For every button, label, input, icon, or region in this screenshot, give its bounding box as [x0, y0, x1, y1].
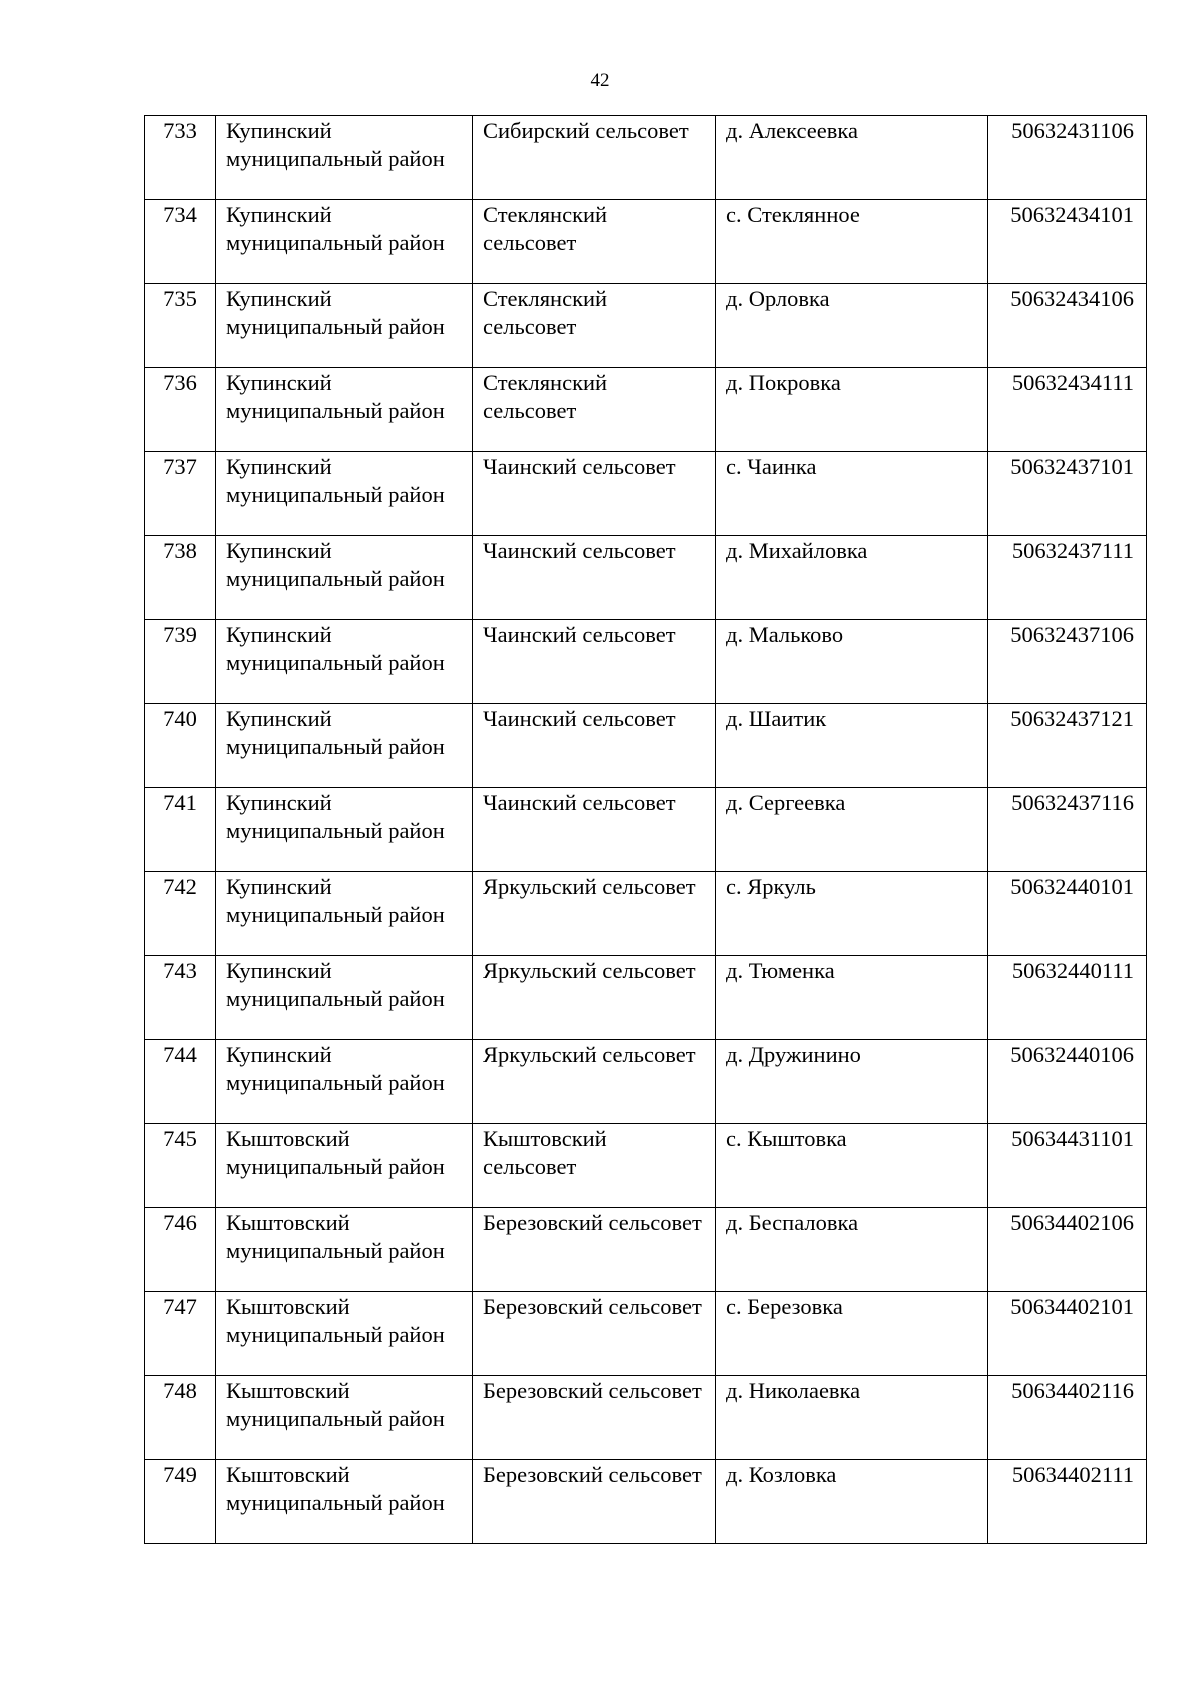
- settlement-cell: д. Дружинино: [716, 1040, 988, 1124]
- council-cell: Чаинский сельсовет: [473, 536, 716, 620]
- district-cell: Кыштовский муниципальный район: [216, 1376, 473, 1460]
- settlement-cell: д. Шаитик: [716, 704, 988, 788]
- settlement-cell: с. Яркуль: [716, 872, 988, 956]
- settlement-cell: с. Стеклянное: [716, 200, 988, 284]
- district-cell: Купинский муниципальный район: [216, 200, 473, 284]
- row-number: 742: [145, 872, 216, 956]
- code-cell: 50632437116: [988, 788, 1147, 872]
- council-cell: Чаинский сельсовет: [473, 620, 716, 704]
- table-row: [145, 1040, 1147, 1124]
- table-row: [145, 368, 1147, 452]
- row-number: 737: [145, 452, 216, 536]
- table-row: [145, 1208, 1147, 1292]
- code-cell: 50632440106: [988, 1040, 1147, 1124]
- settlement-cell: д. Беспаловка: [716, 1208, 988, 1292]
- table-row: [145, 116, 1147, 200]
- settlement-cell: д. Алексеевка: [716, 116, 988, 200]
- council-cell: Яркульский сельсовет: [473, 1040, 716, 1124]
- row-number: 739: [145, 620, 216, 704]
- district-cell: Купинский муниципальный район: [216, 284, 473, 368]
- code-cell: 50632431106: [988, 116, 1147, 200]
- settlement-cell: д. Тюменка: [716, 956, 988, 1040]
- council-cell: Чаинский сельсовет: [473, 452, 716, 536]
- table-row: [145, 788, 1147, 872]
- settlement-cell: д. Сергеевка: [716, 788, 988, 872]
- table-row: [145, 1376, 1147, 1460]
- table-row: [145, 1292, 1147, 1376]
- row-number: 734: [145, 200, 216, 284]
- code-cell: 50634402106: [988, 1208, 1147, 1292]
- council-cell: Яркульский сельсовет: [473, 872, 716, 956]
- row-number: 736: [145, 368, 216, 452]
- row-number: 738: [145, 536, 216, 620]
- row-number: 743: [145, 956, 216, 1040]
- council-cell: Березовский сельсовет: [473, 1208, 716, 1292]
- council-cell: Чаинский сельсовет: [473, 704, 716, 788]
- council-cell: Березовский сельсовет: [473, 1376, 716, 1460]
- row-number: 735: [145, 284, 216, 368]
- row-number: 733: [145, 116, 216, 200]
- district-cell: Кыштовский муниципальный район: [216, 1460, 473, 1544]
- district-cell: Купинский муниципальный район: [216, 116, 473, 200]
- district-cell: Купинский муниципальный район: [216, 704, 473, 788]
- settlement-cell: д. Михайловка: [716, 536, 988, 620]
- table-row: [145, 452, 1147, 536]
- district-cell: Купинский муниципальный район: [216, 452, 473, 536]
- table-row: [145, 872, 1147, 956]
- settlement-cell: с. Березовка: [716, 1292, 988, 1376]
- council-cell: Яркульский сельсовет: [473, 956, 716, 1040]
- council-cell: Сибирский сельсовет: [473, 116, 716, 200]
- settlement-cell: с. Кыштовка: [716, 1124, 988, 1208]
- district-cell: Купинский муниципальный район: [216, 788, 473, 872]
- page-number: 42: [590, 70, 610, 91]
- table-row: [145, 1124, 1147, 1208]
- council-cell: Березовский сельсовет: [473, 1460, 716, 1544]
- table-row: [145, 620, 1147, 704]
- row-number: 747: [145, 1292, 216, 1376]
- row-number: 749: [145, 1460, 216, 1544]
- council-cell: Чаинский сельсовет: [473, 788, 716, 872]
- code-cell: 50634402116: [988, 1376, 1147, 1460]
- row-number: 741: [145, 788, 216, 872]
- district-cell: Купинский муниципальный район: [216, 956, 473, 1040]
- row-number: 748: [145, 1376, 216, 1460]
- district-cell: Купинский муниципальный район: [216, 368, 473, 452]
- district-cell: Кыштовский муниципальный район: [216, 1124, 473, 1208]
- code-cell: 50632437111: [988, 536, 1147, 620]
- row-number: 744: [145, 1040, 216, 1124]
- district-cell: Купинский муниципальный район: [216, 872, 473, 956]
- code-cell: 50632440111: [988, 956, 1147, 1040]
- table-row: [145, 536, 1147, 620]
- code-cell: 50634431101: [988, 1124, 1147, 1208]
- council-cell: Березовский сельсовет: [473, 1292, 716, 1376]
- council-cell: Стеклянский сельсовет: [473, 200, 716, 284]
- row-number: 745: [145, 1124, 216, 1208]
- row-number: 746: [145, 1208, 216, 1292]
- code-cell: 50634402111: [988, 1460, 1147, 1544]
- council-cell: Стеклянский сельсовет: [473, 284, 716, 368]
- code-cell: 50632434111: [988, 368, 1147, 452]
- table-row: [145, 1460, 1147, 1544]
- table-row: [145, 704, 1147, 788]
- council-cell: Стеклянский сельсовет: [473, 368, 716, 452]
- row-number: 740: [145, 704, 216, 788]
- code-cell: 50632434101: [988, 200, 1147, 284]
- settlement-cell: д. Козловка: [716, 1460, 988, 1544]
- code-cell: 50632437101: [988, 452, 1147, 536]
- code-cell: 50634402101: [988, 1292, 1147, 1376]
- settlement-cell: д. Мальково: [716, 620, 988, 704]
- code-cell: 50632440101: [988, 872, 1147, 956]
- settlements-table: [144, 115, 1147, 1544]
- table-row: [145, 284, 1147, 368]
- code-cell: 50632437106: [988, 620, 1147, 704]
- settlement-cell: д. Орловка: [716, 284, 988, 368]
- district-cell: Кыштовский муниципальный район: [216, 1208, 473, 1292]
- settlement-cell: с. Чаинка: [716, 452, 988, 536]
- table-row: [145, 200, 1147, 284]
- district-cell: Кыштовский муниципальный район: [216, 1292, 473, 1376]
- settlement-cell: д. Николаевка: [716, 1376, 988, 1460]
- district-cell: Купинский муниципальный район: [216, 620, 473, 704]
- code-cell: 50632434106: [988, 284, 1147, 368]
- code-cell: 50632437121: [988, 704, 1147, 788]
- settlement-cell: д. Покровка: [716, 368, 988, 452]
- district-cell: Купинский муниципальный район: [216, 536, 473, 620]
- council-cell: Кыштовский сельсовет: [473, 1124, 716, 1208]
- table-row: [145, 956, 1147, 1040]
- district-cell: Купинский муниципальный район: [216, 1040, 473, 1124]
